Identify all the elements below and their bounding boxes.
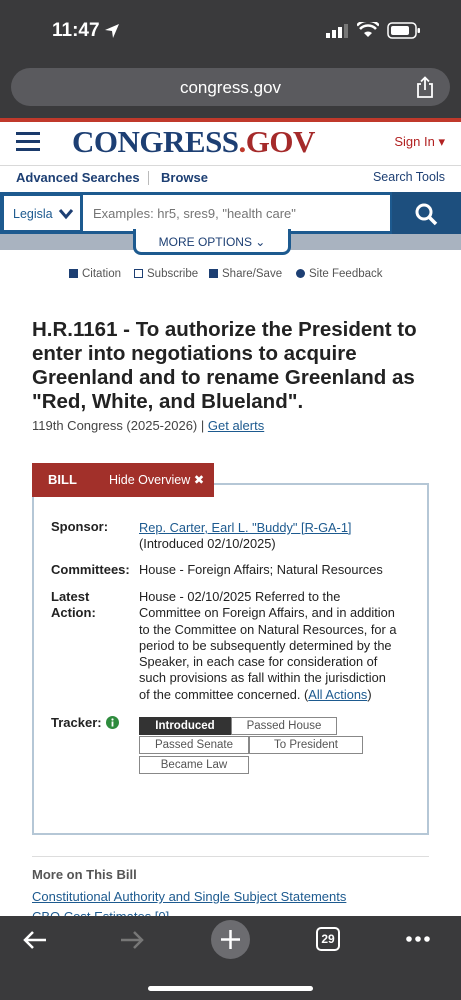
tracker-step-to-president: To President: [249, 736, 363, 754]
congress-session: 119th Congress (2025-2026) | Get alerts: [32, 418, 265, 433]
chevron-down-icon: [58, 208, 74, 220]
introduced-date: (Introduced 02/10/2025): [139, 536, 276, 551]
battery-icon: [387, 22, 421, 39]
forward-arrow-icon[interactable]: [119, 929, 145, 951]
constitutional-authority-link[interactable]: Constitutional Authority and Single Subject Statements: [32, 889, 347, 904]
search-icon: [414, 202, 438, 226]
url-text: congress.gov: [179, 78, 282, 97]
section-divider: [32, 856, 429, 857]
cellular-signal-icon: [326, 24, 348, 38]
sponsor-label: Sponsor:: [51, 519, 109, 534]
bill-tab[interactable]: BILL: [48, 472, 77, 487]
hamburger-menu-icon[interactable]: [16, 132, 40, 152]
citation-link[interactable]: Citation: [69, 268, 121, 280]
all-actions-link[interactable]: All Actions: [308, 686, 368, 702]
browser-toolbar: [0, 62, 461, 118]
more-on-bill-heading: More on This Bill: [32, 867, 137, 882]
get-alerts-link[interactable]: Get alerts: [207, 418, 265, 433]
citation-icon: [69, 269, 78, 278]
committees-value: House - Foreign Affairs; Natural Resources: [139, 562, 383, 577]
sub-navigation: [0, 166, 461, 192]
status-bar: [0, 0, 461, 62]
new-tab-plus-icon[interactable]: [211, 920, 250, 959]
search-scope-value: Legisla: [13, 207, 53, 221]
bill-title: H.R.1161 - To authorize the President to enter into negotiations to acquire Greenland and to rename Greenland as "Red, White, and Blueland".: [32, 318, 417, 413]
site-feedback-link[interactable]: Site Feedback: [296, 268, 383, 280]
tabs-count-button[interactable]: 29: [316, 927, 340, 951]
search-scope-select[interactable]: [3, 195, 81, 231]
bill-overview-card: [32, 483, 429, 835]
congress-gov-logo[interactable]: CONGRESS.GOV: [72, 124, 315, 159]
back-arrow-icon[interactable]: [22, 929, 48, 951]
search-bar: [0, 192, 461, 234]
info-icon[interactable]: [106, 716, 119, 729]
status-time: 11:47: [52, 20, 100, 41]
sponsor-link[interactable]: Rep. Carter, Earl L. "Buddy" [R-GA-1]: [139, 520, 352, 535]
envelope-icon: [134, 269, 143, 278]
bill-tools: [0, 268, 461, 286]
advanced-searches-link[interactable]: Advanced Searches: [16, 170, 140, 185]
committees-label: Committees:: [51, 562, 130, 577]
tracker-step-passed-senate: Passed Senate: [139, 736, 249, 754]
overview-tab-bar: [32, 463, 214, 497]
sign-in-link[interactable]: Sign In ▾: [394, 134, 445, 149]
subscribe-link[interactable]: Subscribe: [134, 268, 198, 280]
more-options-button[interactable]: MORE OPTIONS ⌄: [133, 229, 291, 255]
browser-bottom-toolbar: [0, 916, 461, 1000]
tracker-label: Tracker:: [51, 715, 102, 730]
search-input[interactable]: [83, 195, 390, 231]
latest-action-label-1: Latest: [51, 589, 90, 604]
browse-link[interactable]: Browse: [161, 170, 208, 185]
tracker-step-became-law: Became Law: [139, 756, 249, 774]
home-indicator: [148, 986, 313, 991]
tracker-step-passed-house: Passed House: [231, 717, 337, 735]
location-arrow-icon: [104, 23, 120, 39]
hide-overview-button[interactable]: Hide Overview ✖: [109, 473, 205, 487]
address-bar[interactable]: [11, 68, 450, 106]
wifi-icon: [357, 22, 379, 38]
more-dots-icon[interactable]: [405, 935, 431, 943]
share-icon: [209, 269, 218, 278]
search-tools-link[interactable]: Search Tools: [372, 170, 445, 184]
share-icon[interactable]: [415, 76, 435, 98]
site-header: [0, 122, 461, 166]
latest-action-text: House - 02/10/2025 Referred to the Committee on Foreign Affairs, and in addition to the Committee on Natural Resources, for a period to be subsequently determined by the Speaker, in each case for consideration of such provisions as fall within the jurisdiction of the committee concerned. (All Actions): [139, 589, 397, 702]
search-button[interactable]: [392, 192, 461, 234]
nav-divider: [148, 171, 149, 185]
tracker-step-introduced: Introduced: [139, 717, 231, 735]
share-save-link[interactable]: Share/Save: [209, 268, 282, 280]
speech-bubble-icon: [296, 269, 305, 278]
latest-action-label-2: Action:: [51, 605, 96, 620]
